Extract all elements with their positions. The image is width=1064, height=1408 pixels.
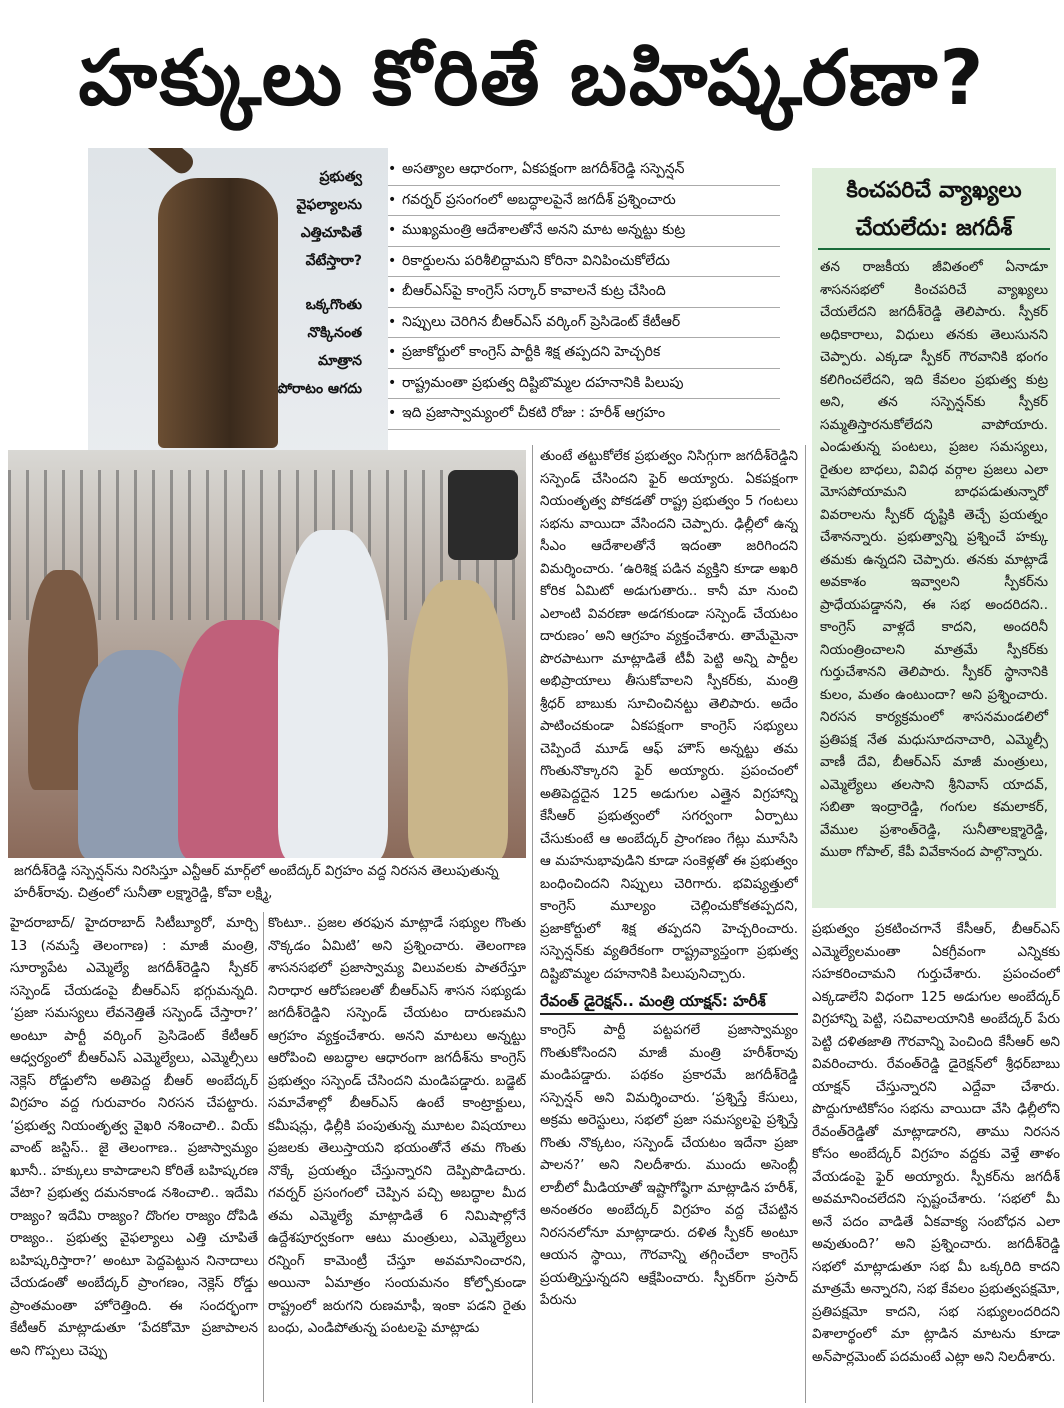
highlights-list <box>388 155 780 430</box>
box-body: తన రాజకీయ జీవితంలో ఏనాడూ శాసనసభలో కించపరిచే వ్యాఖ్యలు చేయలేదని జగదీశ్‌రెడ్డి తెలిపారు. స్పీకర్‌ అధికారాలు, విధులు తనకు తెలుసునని చెప్పారు. ఎక్కడా స్పీకర్‌ గౌరవానికి భంగం కలిగించలేదని, ఇది కేవలం ప్రభుత్వ కుట్ర అని, తన సస్పెన్షన్‌కు స్పీకర్‌ సమ్మతిస్తారనుకోలేదని వాపోయారు. ఎండుతున్న పంటలు, ప్రజల సమస్యలు, రైతుల బాధలు, వివిధ వర్గాల ప్రజలు ఎలా మోసపోయామని బాధపడుతున్నారో వివరాలను స్పీకర్‌ దృష్టికి తెచ్చే ప్రయత్నం చేశానన్నారు. ప్రభుత్వాన్ని ప్రశ్నించే హక్కు తమకు ఉన్నదని చెప్పారు. తనకు మాట్లాడే అవకాశం ఇవ్వాలని స్పీకర్‌ను ప్రాధేయపడ్డానని, ఈ సభ అందరిదని.. కాంగ్రెస్‌ వాళ్లదే కాదని, అందరినీ నియంత్రించాలని మాత్రమే స్పీకర్‌కు గుర్తుచేశానని తెలిపారు. స్పీకర్‌ స్థానానికి కులం, మతం ఉంటుందా? అని ప్రశ్నించారు. నిరసన కార్యక్రమంలో శాసనమండలిలో ప్రతిపక్ష నేత మధుసూదనాచారి, ఎమ్మెల్సీ వాణీ దేవి, బీఆర్‌ఎస్‌ మాజీ మంత్రులు, ఎమ్మెల్యేలు తలసాని శ్రీనివాస్‌ యాదవ్‌, సబితా ఇంద్రారెడ్డి, గంగుల కమలాకర్‌, వేముల ప్రశాంత్‌రెడ్డి, సునీతాలక్ష్మారెడ్డి, ముఠా గోపాల్‌, కేపీ వివేకానంద పాల్గొన్నారు. <box>820 259 1048 860</box>
side-question-1: ప్రభుత్వ వైఫల్యాలను ఎత్తిచూపితే వేటేస్తారా? <box>296 169 362 269</box>
article-column-2: కొంటూ.. ప్రజల తరఫున మాట్లాడే సభ్యుల గొంతు నొక్కడం ఏమిటి’ అని ప్రశ్నించారు. తెలంగాణ శాసనసభలో ప్రజాస్వామ్య విలువలకు పాతరేస్తూ నిరాధార ఆరోపణలతో బీఆర్‌ఎస్‌ శాసన సభ్యుడు జగదీశ్‌రెడ్డిని సస్పెండ్‌ చేయటం దారుణమని ఆగ్రహం వ్యక్తంచేశారు. అనని మాటలు అన్నట్టు ఆరోపించి అబద్ధాల ఆధారంగా జగదీశ్‌ను కాంగ్రెస్‌ ప్రభుత్వం సస్పెండ్‌ చేసిందని మండిపడ్డారు. బడ్జెట్‌ సమావేశాల్లో బీఆర్‌ఎస్‌ ఉంటే కాంట్రాక్టులు, కమీషన్లు, ఢిల్లీకి పంపుతున్న మూటల విషయాలు ప్రజలకు తెలుస్తాయని భయంతోనే తమ గొంతు నొక్కే ప్రయత్నం చేస్తున్నారని దెప్పిపొడిచారు. గవర్నర్‌ ప్రసంగంలో చెప్పిన పచ్చి అబద్ధాల మీద తమ ఎమ్మెల్యే మాట్లాడితే 6 నిమిషాల్లోనే ఉద్దేశపూర్వకంగా ఆటు మంత్రులు, ఎమ్మెల్యేలు రన్నింగ్‌ కామెంట్రీ చేస్తూ అవమానించారని, అయినా ఏమాత్రం సంయమనం కోల్పోకుండా రాష్ట్రంలో జరుగని రుణమాఫీ, ఇంకా పడని రైతు బంధు, ఎండిపోతున్న పంటలపై మాట్లాడు <box>268 915 526 1336</box>
article-text: కాంగ్రెస్‌ పార్టీ పట్టపగలే ప్రజాస్వామ్యం గొంతుకోసిందని మాజీ మంత్రి హరీశ్‌రావు మండిపడ్డారు. పథకం ప్రకారమే జగదీశ్‌రెడ్డి సస్పెన్షన్‌ అని విమర్శించారు. ‘ప్రశ్నిస్తే కేసులు, అక్రమ అరెస్టులు, సభలో ప్రజా సమస్యలపై ప్రశ్నిస్తే గొంతు నొక్కటం, సస్పెండ్‌ చేయటం ఇదేనా ప్రజా పాలన?’ అని నిలదీశారు. ముందు అసెంబ్లీ లాబీలో మీడియాతో ఇష్టాగోష్ఠిగా మాట్లాడిన హరీశ్‌, అనంతరం అంబేద్కర్‌ విగ్రహం వద్ద చేపట్టిన నిరసనలోనూ మాట్లాడారు. దళిత స్పీకర్‌ అంటూ ఆయన స్థాయి, గౌరవాన్ని తగ్గించేలా కాంగ్రెస్‌ ప్రయత్నిస్తున్నదని ఆక్షేపించారు. స్పీకర్‌గా ప్రసాద్‌ పేరును <box>540 1022 798 1308</box>
side-question-2: ఒక్కగొంతు నొక్కినంత మాత్రాన పోరాటం ఆగదు <box>277 297 362 397</box>
highlight-item: • గవర్నర్‌ ప్రసంగంలో అబద్ధాలపైనే జగదీశ్‌ ప్రశ్నించారు <box>388 186 780 217</box>
article-column-1: హైదరాబాద్‌/ హైదరాబాద్‌ సిటీబ్యూరో, మార్చి 13 (నమస్తే తెలంగాణ) : మాజీ మంత్రి, సూర్యాపేట ఎమ్మెల్యే జగదీశ్‌రెడ్డిని స్పీకర్‌ సస్పెండ్‌ చేయడంపై బీఆర్‌ఎస్‌ భగ్గుమన్నది. ‘ప్రజా సమస్యలు లేవనెత్తితే సస్పెండ్‌ చేస్తారా?’ అంటూ పార్టీ వర్కింగ్‌ ప్రెసిడెంట్‌ కేటీఆర్‌ ఆధ్వర్యంలో బీఆర్‌ఎస్‌ ఎమ్మెల్యేలు, ఎమ్మెల్సీలు నెక్లెస్‌ రోడ్డులోని అతిపెద్ద బీఆర్‌ అంబేద్కర్‌ విగ్రహం వద్ద గురువారం నిరసన చేపట్టారు. ‘ప్రభుత్వ నియంతృత్వ వైఖరి నశించాలి.. వియ్‌ వాంట్‌ జస్టిస్‌.. జై తెలంగాణ.. ప్రజాస్వామ్యం ఖూనీ.. హక్కులు కాపాడాలని కోరితే బహిష్కరణ వేటా? ప్రభుత్వ దమనకాండ నశించాలి.. ఇదేమి రాజ్యం? ఇదేమి రాజ్యం? దొంగల రాజ్యం దోపిడి రాజ్యం.. ప్రభుత్వ వైఫల్యాలు ఎత్తి చూపితే బహిష్కరిస్తారా?’ అంటూ పెద్దపెట్టున నినాదాలు చేయడంతో అంబేద్కర్‌ ప్రాంగణం, నెక్లెస్‌ రోడ్డు ప్రాంతమంతా హోరెత్తింది. ఈ సందర్భంగా కేటీఆర్‌ మాట్లాడుతూ ‘పేదకోమో ప్రజాపాలన అని గొప్పలు చెప్పు <box>10 915 258 1359</box>
article-column-right: ప్రభుత్వం ప్రకటించగానే కేసీఆర్‌, బీఆర్‌ఎస్‌ ఎమ్మెల్యేలమంతా ఏకగ్రీవంగా ఎన్నికకు సహకరించామని గుర్తుచేశారు. ప్రపంచంలో ఎక్కడాలేని విధంగా 125 అడుగుల అంబేద్కర్‌ విగ్రహాన్ని పెట్టి, సచివాలయానికి అంబేద్కర్‌ పేరు పెట్టి దళితజాతి గౌరవాన్ని పెంచింది కేసీఆర్‌ అని వివరించారు. రేవంత్‌రెడ్డి డైరెక్షన్‌లో శ్రీధర్‌బాబు యాక్షన్‌ చేస్తున్నారని ఎద్దేవా చేశారు. పొద్దుగూటికోసం సభను వాయిదా వేసి ఢిల్లీలోని రేవంత్‌రెడ్డితో మాట్లాడారని, తాము నిరసన కోసం అంబేద్కర్‌ విగ్రహం వద్దకు వెళ్తే తాళం వేయడంపై ఫైర్‌ అయ్యారు. స్పీకర్‌ను జగదీశ్‌ అవమానించలేదని స్పష్టంచేశారు. ‘సభలో మీ అనే పదం వాడితే ఏకవాక్య సంబోధన ఎలా అవుతుంది?’ అని ప్రశ్నించారు. జగదీశ్‌రెడ్డి సభలో మాట్లాడుతూ సభ మీ ఒక్కరిది కాదని మాత్రమే అన్నారని, సభ కేవలం ప్రభుత్వపక్షమో, ప్రతిపక్షమో కాదని, సభ సభ్యులందరిదని విశాలార్థంలో మా ట్లాడిన మాటను కూడా అన్‌పార్లమెంట్‌ పదమంటే ఎట్లా అని నిలదీశారు. <box>812 921 1060 1365</box>
photo-caption: జగదీశ్‌రెడ్డి సస్పెన్షన్‌ను నిరసిస్తూ ఎన్టీఆర్‌ మార్గ్‌లో అంబేద్కర్‌ విగ్రహం వద్ద నిరసన తెలుపుతున్న హరీశ్‌రావు. చిత్రంలో సునీతా లక్ష్మారెడ్డి, కోవా లక్ష్మి, <box>14 863 499 901</box>
highlight-item: • బీఆర్‌ఎస్‌పై కాంగ్రెస్‌ సర్కార్‌ కావాలనే కుట్ర చేసింది <box>388 277 780 308</box>
highlight-item: • అసత్యాల ఆధారంగా, ఏకపక్షంగా జగదీశ్‌రెడ్డి సస్పెన్షన్‌ <box>388 155 780 186</box>
sidebar-box <box>812 168 1056 908</box>
side-questions <box>272 163 362 403</box>
article-column-middle <box>540 445 798 1405</box>
subheading: రేవంత్‌ డైరెక్షన్‌.. మంత్రి యాక్షన్‌: హరీశ్‌ <box>540 989 798 1015</box>
highlight-item: • ముఖ్యమంత్రి ఆదేశాలతోనే అనని మాట అన్నట్టు కుట్ర <box>388 216 780 247</box>
highlight-item: • ప్రజాకోర్టులో కాంగ్రెస్‌ పార్టీకి శిక్ష తప్పదని హెచ్చరిక <box>388 338 780 369</box>
highlight-item: • ఇది ప్రజాస్వామ్యంలో చీకటి రోజు : హరీశ్‌ ఆగ్రహం <box>388 399 780 430</box>
box-title: కించపరిచే వ్యాఖ్యలు చేయలేదు: జగదీశ్‌ <box>818 168 1050 250</box>
protest-photo <box>8 450 526 858</box>
article-text: తుంటే తట్టుకోలేక ప్రభుత్వం నిసిగ్గుగా జగదీశ్‌రెడ్డిని సస్పెండ్‌ చేసిందని ఫైర్‌ అయ్యారు. ఏకపక్షంగా నియంతృత్వ పోకడతో రాష్ట్ర ప్రభుత్వం 5 గంటలు సభను వాయిదా వేసిందని చెప్పారు. ఢిల్లీలో ఉన్న సీఎం ఆదేశాలతోనే ఇదంతా జరిగిందని విమర్శించారు. ‘ఉరిశిక్ష పడిన వ్యక్తిని కూడా అఖరి కోరిక ఏమిటో అడుగుతారు.. కానీ మా నుంచి ఎలాంటి వివరణా అడగకుండా సస్పెండ్‌ చేయటం దారుణం’ అని ఆగ్రహం వ్యక్తంచేశారు. తామేమైనా పొరపాటుగా మాట్లాడితే టీవీ పెట్టి అన్ని పార్టీల అభిప్రాయాలు తీసుకోవాలని స్పీకర్‌కు, మంత్రి శ్రీధర్‌ బాబుకు సూచించినట్టు తెలిపారు. అదేం పాటించకుండా ఏకపక్షంగా కాంగ్రెస్‌ సభ్యులు చెప్పిందే మూడ్‌ ఆఫ్‌ హౌస్‌ అన్నట్టు తమ గొంతునొక్కారని ఫైర్‌ అయ్యారు. ప్రపంచంలో అతిపెద్దదైన 125 అడుగుల ఎత్తైన విగ్రహాన్ని కేసీఆర్‌ ప్రభుత్వంలో సగర్వంగా ఏర్పాటు చేసుకుంటే ఆ అంబేద్కర్‌ ప్రాంగణం గేట్లు మూసేసి ఆ మహనుభావుడిని కూడా సంకెళ్లతో ఈ ప్రభుత్వం బంధించిందని నిప్పులు చెరిగారు. భవిష్యత్తులో కాంగ్రెస్‌ మూల్యం చెల్లించుకోకతప్పదని, ప్రజాకోర్టులో శిక్ష తప్పదని హెచ్చరించారు. సస్పెన్షన్‌కు వ్యతిరేకంగా రాష్ట్రవ్యాప్తంగా ప్రభుత్వ దిష్టిబొమ్మల దహనానికి పిలుపునిచ్చారు. <box>540 448 798 982</box>
highlight-item: • రికార్డులను పరిశీలిద్దామని కోరినా వినిపించుకోలేదు <box>388 247 780 278</box>
highlight-item: • రాష్ట్రమంతా ప్రభుత్వ దిష్టిబొమ్మల దహనానికి పిలుపు <box>388 369 780 400</box>
highlight-item: • నిప్పులు చెరిగిన బీఆర్‌ఎస్‌ వర్కింగ్‌ ప్రెసిడెంట్‌ కేటీఆర్‌ <box>388 308 780 339</box>
headline: హక్కులు కోరితే బహిష్కరణా? <box>78 33 986 122</box>
